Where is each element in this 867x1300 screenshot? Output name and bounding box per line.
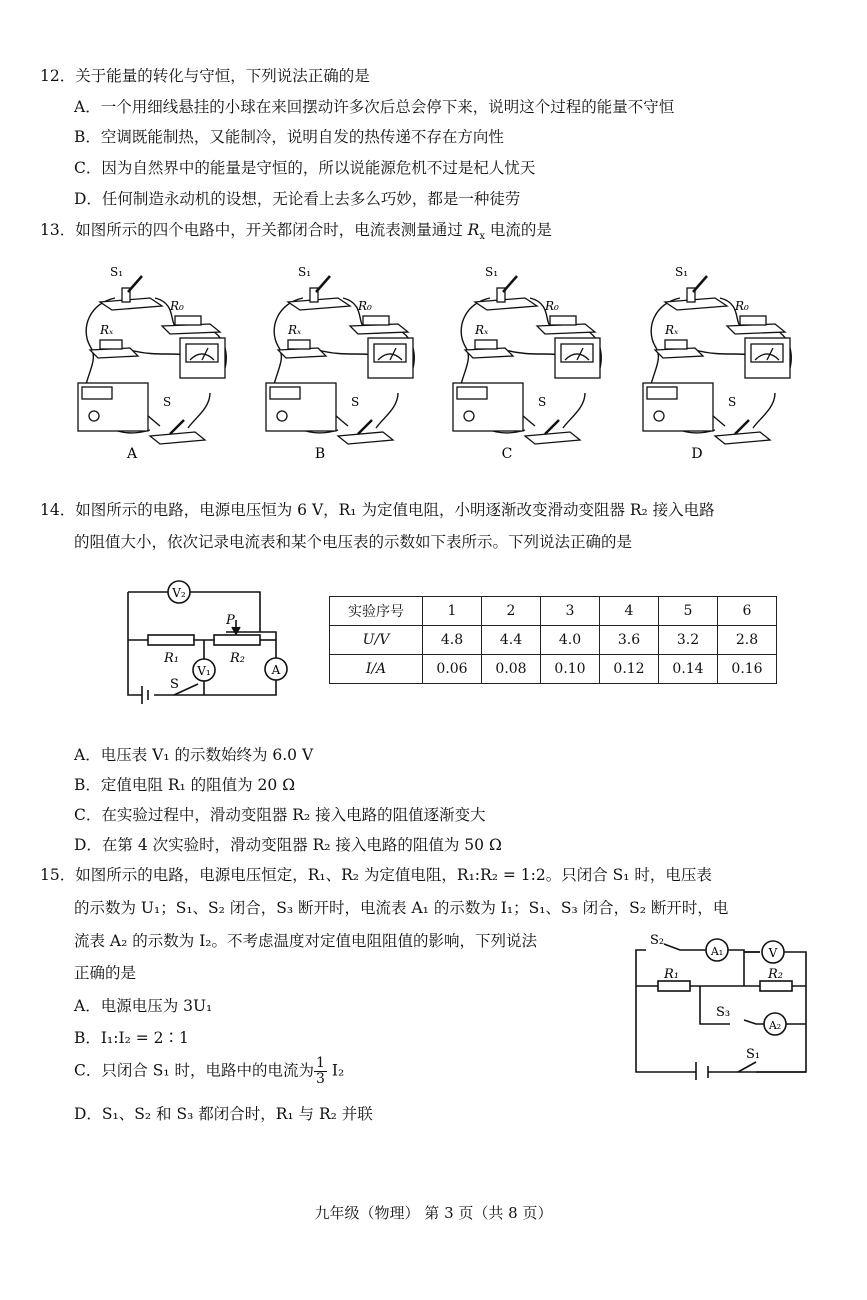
table-cell: 2.8 xyxy=(718,626,777,655)
table-cell: 4.0 xyxy=(541,626,600,655)
q12-option-b: B．空调既能制热，又能制冷，说明自发的热传递不存在方向性 xyxy=(74,128,504,146)
q15-r1-label: R₁ xyxy=(664,967,679,982)
q14-ammeter-label: A xyxy=(271,663,281,677)
q14-circuit-diagram xyxy=(118,580,298,710)
q15-option-a: A．电源电压为 3U₁ xyxy=(74,997,213,1015)
table-cell: 0.10 xyxy=(541,655,600,684)
table-cell: 0.06 xyxy=(423,655,482,684)
q14-v2-symbol-label: V₂ xyxy=(172,586,186,600)
q12-option-c: C．因为自然界中的能量是守恒的，所以说能源危机不过是杞人忧天 xyxy=(74,159,536,177)
switch-s-label: S xyxy=(163,395,172,409)
q14-option-c: C．在实验过程中，滑动变阻器 R₂ 接入电路的阻值逐渐变大 xyxy=(74,806,486,824)
table-header-label: 实验序号 xyxy=(330,597,423,626)
table-cell: 1 xyxy=(423,597,482,626)
q15-option-d: D．S₁、S₂ 和 S₃ 都闭合时，R₁ 与 R₂ 并联 xyxy=(74,1105,373,1123)
table-cell: 4 xyxy=(600,597,659,626)
q13-panel xyxy=(70,258,240,467)
switch-s-label: S xyxy=(351,395,360,409)
switch-s1-label: S₁ xyxy=(485,265,499,279)
q15-option-c: C．只闭合 S₁ 时，电路中的电流为 $\frac{1}{3}$ I₂ xyxy=(74,1055,345,1087)
switch-s-label: S xyxy=(728,395,737,409)
resistor-r0-label: R₀ xyxy=(170,299,184,313)
table-cell: 4.4 xyxy=(482,626,541,655)
q13-stem: 13．如图所示的四个电路中，开关都闭合时，电流表测量通过 $R_x$ 电流的是 xyxy=(40,221,552,243)
q14-slider-p-label: P xyxy=(226,613,235,628)
q13-panel xyxy=(445,258,615,467)
q12-option-a: A．一个用细线悬挂的小球在来回摆动许多次后总会停下来，说明这个过程的能量不守恒 xyxy=(74,98,675,116)
q15-s1-label: S₁ xyxy=(746,1047,761,1062)
switch-s1-label: S₁ xyxy=(675,265,689,279)
q14-v1-symbol-label: V₁ xyxy=(197,664,211,678)
table-cell: 2 xyxy=(482,597,541,626)
q13-panel xyxy=(635,258,805,467)
q14-option-a: A．电压表 V₁ 的示数始终为 6.0 V xyxy=(74,746,314,764)
table-row-label: U/V xyxy=(330,626,423,655)
q12-option-d: D．任何制造永动机的设想，无论看上去多么巧妙，都是一种徒劳 xyxy=(74,190,521,208)
table-cell: 6 xyxy=(718,597,777,626)
q15-circuit-diagram xyxy=(628,930,818,1080)
panel-letter-label: D xyxy=(691,446,703,462)
table-row-label: I/A xyxy=(330,655,423,684)
q14-stem-line1: 14．如图所示的电路，电源电压恒为 6 V，R₁ 为定值电阻，小明逐渐改变滑动变阻器 R₂ 接入电路 xyxy=(40,501,715,519)
table-cell: 0.14 xyxy=(659,655,718,684)
q14-option-d: D．在第 4 次实验时，滑动变阻器 R₂ 接入电路的阻值为 50 Ω xyxy=(74,836,502,854)
q15-option-b: B．I₁:I₂ = 2∶1 xyxy=(74,1029,189,1047)
q15-a2-label: A₂ xyxy=(768,1019,782,1032)
fraction: $\frac{1}{3}$ xyxy=(316,1055,325,1087)
table-cell: 3.2 xyxy=(659,626,718,655)
table-cell: 0.16 xyxy=(718,655,777,684)
table-cell: 4.8 xyxy=(423,626,482,655)
table-row xyxy=(330,597,777,626)
q15-stem-line2: 的示数为 U₁；S₁、S₂ 闭合，S₃ 断开时，电流表 A₁ 的示数为 I₁；S₁、S₃ 闭合，S₂ 断开时，电 xyxy=(74,899,729,917)
q14-r1-label: R₁ xyxy=(164,651,179,666)
table-cell: 5 xyxy=(659,597,718,626)
table-cell: 3 xyxy=(541,597,600,626)
q14-data-table xyxy=(329,596,777,684)
switch-s-label: S xyxy=(538,395,547,409)
panel-letter-label: A xyxy=(126,446,138,462)
panel-letter-label: C xyxy=(501,446,513,462)
q15-stem-line4: 正确的是 xyxy=(74,964,137,982)
resistor-r0-label: R₀ xyxy=(358,299,372,313)
resistor-r0-label: R₀ xyxy=(545,299,559,313)
q14-stem-line2: 的阻值大小，依次记录电流表和某个电压表的示数如下表所示。下列说法正确的是 xyxy=(74,533,633,551)
resistor-rx-label: Rₓ xyxy=(475,323,489,337)
q15-stem-line3: 流表 A₂ 的示数为 I₂。不考虑温度对定值电阻阻值的影响，下列说法 xyxy=(74,932,538,950)
switch-s1-label: S₁ xyxy=(110,265,124,279)
q14-option-b: B．定值电阻 R₁ 的阻值为 20 Ω xyxy=(74,776,296,794)
table-row xyxy=(330,655,777,684)
q15-stem-line1: 15．如图所示的电路，电源电压恒定，R₁、R₂ 为定值电阻，R₁:R₂ = 1:2。只闭合 S₁ 时，电压表 xyxy=(40,866,712,884)
q15-s2-label: S₂ xyxy=(650,933,665,948)
q15-voltmeter-label: V xyxy=(768,946,778,960)
panel-letter-label: B xyxy=(314,446,326,462)
q15-s3-label: S₃ xyxy=(716,1005,731,1020)
q12-stem: 12．关于能量的转化与守恒，下列说法正确的是 xyxy=(40,67,370,85)
resistor-rx-label: Rₓ xyxy=(100,323,114,337)
q15-r2-label: R₂ xyxy=(768,967,783,982)
table-row xyxy=(330,626,777,655)
switch-s1-label: S₁ xyxy=(298,265,312,279)
q14-r2-label: R₂ xyxy=(230,651,245,666)
page-footer: 九年级（物理） 第 3 页（共 8 页） xyxy=(314,1204,553,1222)
table-cell: 0.08 xyxy=(482,655,541,684)
q13-panel xyxy=(258,258,428,467)
q14-switch-label: S xyxy=(170,677,179,692)
resistor-rx-label: Rₓ xyxy=(665,323,679,337)
resistor-rx-label: Rₓ xyxy=(288,323,302,337)
table-cell: 3.6 xyxy=(600,626,659,655)
resistor-r0-label: R₀ xyxy=(735,299,749,313)
table-cell: 0.12 xyxy=(600,655,659,684)
q15-a1-label: A₁ xyxy=(710,945,724,958)
